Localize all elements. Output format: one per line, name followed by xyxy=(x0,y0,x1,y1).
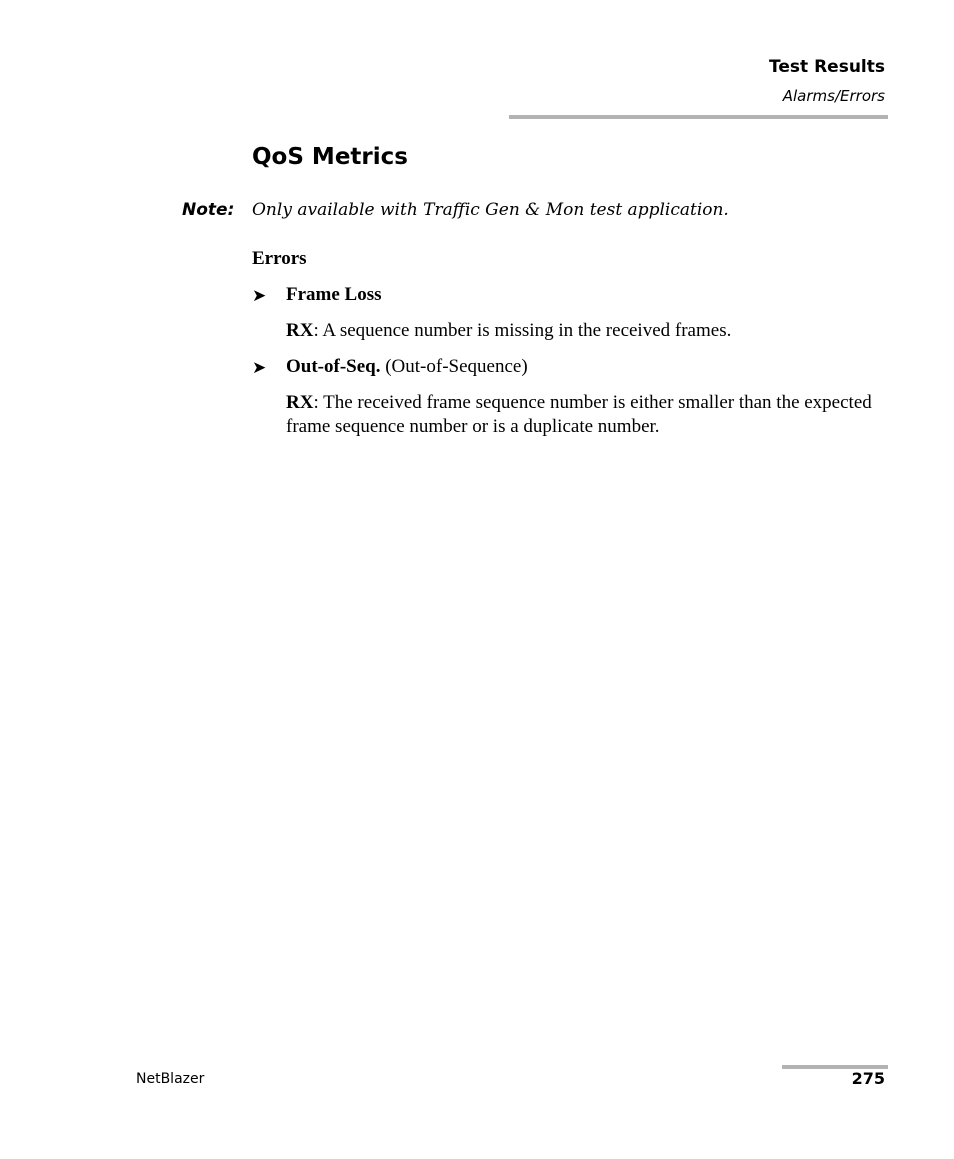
list-item-description xyxy=(286,319,886,343)
header-subtitle: Alarms/Errors xyxy=(782,87,885,105)
bullet-arrow-icon: ➤ xyxy=(252,358,267,377)
list-item-title xyxy=(286,284,382,306)
item-description-text: : The received frame sequence number is either smaller than the expected frame sequence number or is a duplicate number. xyxy=(286,392,872,437)
header-title: Test Results xyxy=(769,57,885,77)
item-name: Frame Loss xyxy=(286,284,382,305)
errors-heading: Errors xyxy=(252,248,307,269)
note-label: Note: xyxy=(182,200,235,220)
list-item-title xyxy=(286,356,528,378)
item-name: Out-of-Seq. xyxy=(286,356,381,377)
section-title: QoS Metrics xyxy=(252,144,408,170)
item-suffix: (Out-of-Sequence) xyxy=(380,356,528,377)
note-text: Only available with Traffic Gen & Mon test application. xyxy=(252,200,729,220)
page-number: 275 xyxy=(851,1069,885,1088)
list-item-description xyxy=(286,391,886,439)
rx-label: RX xyxy=(286,320,314,341)
footer-product-name: NetBlazer xyxy=(136,1071,205,1087)
rx-label: RX xyxy=(286,392,314,413)
item-description-text: : A sequence number is missing in the received frames. xyxy=(313,320,732,341)
bullet-arrow-icon: ➤ xyxy=(252,286,267,305)
header-divider xyxy=(509,115,888,119)
